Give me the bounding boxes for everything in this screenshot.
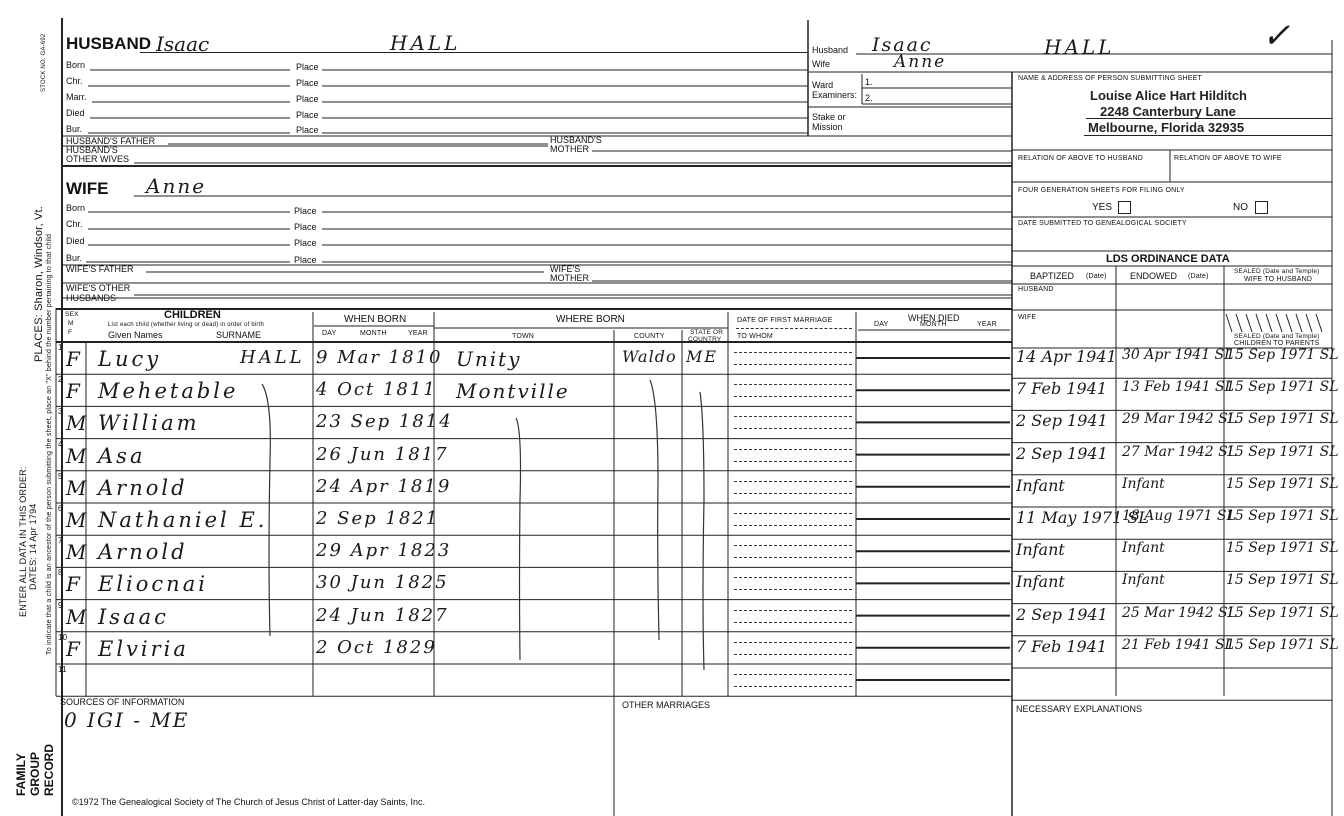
- child-baptized[interactable]: Infant: [1016, 572, 1065, 592]
- stock-number: STOCK NO. GA-692: [41, 33, 47, 92]
- child-number: 4: [58, 439, 63, 449]
- ward-label: Ward: [812, 80, 834, 90]
- yes-checkbox[interactable]: [1118, 201, 1131, 214]
- form-title-family: FAMILY: [14, 753, 28, 796]
- sealed-wife-label-1: SEALED (Date and Temple): [1234, 268, 1320, 275]
- child-sex[interactable]: M: [66, 540, 87, 565]
- child-baptized[interactable]: Infant: [1016, 540, 1065, 560]
- child-birth-date[interactable]: 29 Apr 1823: [316, 540, 452, 562]
- marriage-dash-line: [734, 449, 852, 450]
- husband-other-wives-label-1: HUSBAND'S: [66, 145, 118, 155]
- where-born-header: WHERE BORN: [556, 314, 625, 325]
- died-year-header: YEAR: [977, 321, 997, 328]
- marriage-dash-line: [734, 428, 852, 429]
- child-sealed[interactable]: 15 Sep 1971 SL: [1226, 604, 1339, 621]
- no-checkbox[interactable]: [1255, 201, 1268, 214]
- check-mark: ✓: [1262, 16, 1291, 56]
- when-born-header: WHEN BORN: [344, 314, 407, 325]
- child-endowed[interactable]: 27 Mar 1942 SL: [1122, 443, 1238, 460]
- child-endowed[interactable]: 25 Mar 1942 SL: [1122, 604, 1238, 621]
- wife-chr-label: Chr.: [66, 219, 83, 229]
- marriage-dash-line: [734, 481, 852, 482]
- child-number: 6: [58, 504, 63, 513]
- child-birth-date[interactable]: 24 Apr 1819: [316, 475, 452, 497]
- sources-value[interactable]: 0 IGI - ME: [64, 708, 190, 732]
- child-sex[interactable]: F: [66, 379, 80, 404]
- child-given-name[interactable]: Nathaniel E.: [98, 508, 268, 532]
- wife-mother-label-1: WIFE'S: [550, 264, 581, 274]
- child-sealed[interactable]: 15 Sep 1971 SL: [1226, 475, 1339, 492]
- born-day-header: DAY: [322, 330, 337, 337]
- born-year-header: YEAR: [408, 330, 428, 337]
- child-endowed[interactable]: 18 Aug 1971 SL: [1122, 508, 1236, 524]
- ward-wife-given[interactable]: Anne: [894, 52, 947, 72]
- child-birth-date[interactable]: 23 Sep 1814: [316, 411, 453, 433]
- wife-died-label: Died: [66, 236, 85, 246]
- child-baptized[interactable]: 14 Apr 1941: [1016, 347, 1117, 366]
- ward-husband-surname[interactable]: HALL: [1044, 35, 1115, 59]
- marriage-dash-line: [734, 352, 852, 353]
- husband-given-name[interactable]: Isaac: [156, 32, 210, 56]
- husband-heading: HUSBAND: [66, 34, 151, 53]
- child-given-name[interactable]: Arnold: [98, 475, 188, 500]
- ward-wife-label: Wife: [812, 59, 830, 69]
- husband-mother-label-1: HUSBAND'S: [550, 135, 602, 145]
- husband-father-label: HUSBAND'S FATHER: [66, 136, 156, 146]
- ward-husband-label: Husband: [812, 45, 849, 55]
- husband-bur-label: Bur.: [66, 124, 83, 134]
- no-label: NO: [1233, 202, 1248, 213]
- child-birth-date[interactable]: 30 Jun 1825: [316, 572, 449, 594]
- marriage-dash-line: [734, 674, 852, 675]
- sex-f-header: F: [68, 329, 73, 336]
- child-birth-date[interactable]: 4 Oct 1811: [316, 379, 437, 401]
- died-day-header: DAY: [874, 321, 889, 328]
- husband-mother-label-2: MOTHER: [550, 144, 589, 154]
- child-given-name[interactable]: Lucy: [98, 347, 162, 371]
- child-sealed[interactable]: 15 Sep 1971 SL: [1226, 443, 1339, 460]
- wife-other-husbands-label-1: WIFE'S OTHER: [66, 283, 131, 293]
- child-endowed[interactable]: 21 Feb 1941 SL: [1122, 636, 1234, 653]
- child-surname[interactable]: HALL: [240, 347, 305, 368]
- wife-died-place-label: Place: [294, 238, 317, 248]
- child-number: 1: [58, 343, 63, 352]
- child-given-name[interactable]: Eliocnai: [98, 572, 208, 597]
- places-label: PLACES: Sharon, Windsor, Vt.: [33, 205, 45, 362]
- date-submitted-label: DATE SUBMITTED TO GENEALOGICAL SOCIETY: [1018, 220, 1187, 227]
- marriage-dash-line: [734, 396, 852, 397]
- child-sex[interactable]: M: [66, 604, 87, 629]
- child-endowed[interactable]: 30 Apr 1941 SL: [1122, 347, 1234, 363]
- marriage-dash-line: [734, 642, 852, 643]
- child-given-name[interactable]: Asa: [98, 443, 146, 468]
- stake-label: Stake or: [812, 112, 846, 122]
- child-baptized[interactable]: 11 May 1971 SL: [1016, 508, 1149, 527]
- endowed-label: ENDOWED: [1130, 271, 1177, 281]
- given-names-header: Given Names: [108, 330, 163, 340]
- child-sex[interactable]: M: [66, 508, 87, 532]
- child-given-name[interactable]: Isaac: [98, 604, 169, 629]
- county-header: COUNTY: [634, 333, 665, 340]
- form-title-record: RECORD: [42, 743, 56, 796]
- sealed-children-label-1: SEALED (Date and Temple): [1234, 333, 1320, 340]
- child-birth-date[interactable]: 24 Jun 1827: [316, 604, 449, 626]
- marriage-dash-line: [734, 493, 852, 494]
- wife-other-husbands-label-2: HUSBANDS: [66, 293, 117, 303]
- child-number: 2: [58, 375, 63, 385]
- lds-title: LDS ORDINANCE DATA: [1106, 253, 1230, 265]
- baptized-label: BAPTIZED: [1030, 271, 1075, 281]
- child-sex[interactable]: M: [66, 475, 87, 500]
- lds-husband-label: HUSBAND: [1018, 286, 1054, 293]
- children-header: CHILDREN: [164, 309, 221, 321]
- husband-marr-label: Marr.: [66, 92, 87, 102]
- dates-label: DATES: 14 Apr 1794: [28, 503, 38, 590]
- baptized-date-label: (Date): [1086, 273, 1107, 280]
- child-birth-date[interactable]: 2 Oct 1829: [316, 636, 437, 658]
- wife-bur-label: Bur.: [66, 253, 83, 263]
- sources-label: SOURCES OF INFORMATION: [60, 697, 185, 707]
- child-birth-state[interactable]: ME: [686, 347, 719, 366]
- marriage-dash-line: [734, 577, 852, 578]
- lds-wife-label: WIFE: [1018, 314, 1037, 321]
- husband-marr-place-label: Place: [296, 94, 319, 104]
- submitter-city[interactable]: Melbourne, Florida 32935: [1088, 120, 1245, 135]
- submitter-name[interactable]: Louise Alice Hart Hilditch: [1090, 88, 1247, 103]
- child-number: 9: [58, 600, 63, 610]
- child-birth-town[interactable]: Montville: [456, 379, 570, 404]
- sex-m-header: M: [68, 320, 74, 327]
- sex-header: SEX: [65, 311, 79, 318]
- marriage-dash-line: [734, 589, 852, 590]
- copyright: ©1972 The Genealogical Society of The Church of Jesus Christ of Latter-day Saints, Inc.: [72, 797, 425, 807]
- husband-other-wives-label-2: OTHER WIVES: [66, 154, 130, 164]
- born-month-header: MONTH: [360, 330, 387, 337]
- examiner-1: 1.: [865, 77, 873, 87]
- state-header-1: STATE OR: [690, 329, 724, 336]
- children-instructions: List each child (whether living or dead) in order of birth: [108, 322, 265, 328]
- child-sex[interactable]: F: [66, 347, 80, 371]
- other-marriages-label: OTHER MARRIAGES: [622, 700, 711, 710]
- child-sex[interactable]: M: [66, 411, 87, 436]
- submitter-label: NAME & ADDRESS OF PERSON SUBMITTING SHEET: [1018, 75, 1203, 82]
- child-number: 3: [58, 407, 63, 417]
- child-baptized[interactable]: 7 Feb 1941: [1016, 636, 1108, 656]
- child-number: 7: [58, 536, 63, 546]
- marriage-dash-line: [734, 654, 852, 655]
- to-whom-header: TO WHOM: [737, 333, 773, 340]
- examiners-label: Examiners:: [812, 90, 858, 100]
- child-number: 10: [58, 632, 68, 642]
- marriage-dash-line: [734, 513, 852, 514]
- marriage-dash-line: [734, 384, 852, 385]
- child-given-name[interactable]: Mehetable: [98, 379, 239, 404]
- husband-died-label: Died: [66, 108, 85, 118]
- child-sex[interactable]: F: [66, 572, 80, 597]
- submitter-street[interactable]: 2248 Canterbury Lane: [1100, 104, 1236, 119]
- child-sex[interactable]: F: [66, 636, 80, 661]
- child-sealed[interactable]: 15 Sep 1971 SL: [1226, 636, 1339, 653]
- child-birth-date[interactable]: 2 Sep 1821: [316, 508, 440, 529]
- child-birth-date[interactable]: 26 Jun 1817: [316, 443, 449, 465]
- husband-chr-label: Chr.: [66, 76, 83, 86]
- marriage-dash-line: [734, 461, 852, 462]
- child-baptized[interactable]: 2 Sep 1941: [1016, 443, 1108, 463]
- marriage-dash-line: [734, 525, 852, 526]
- child-endowed[interactable]: 13 Feb 1941 SL: [1122, 379, 1234, 396]
- four-generation-label: FOUR GENERATION SHEETS FOR FILING ONLY: [1018, 187, 1185, 194]
- child-sealed[interactable]: 15 Sep 1971 SL: [1226, 572, 1339, 589]
- child-baptized[interactable]: Infant: [1016, 475, 1065, 495]
- husband-chr-place-label: Place: [296, 78, 319, 88]
- husband-surname[interactable]: HALL: [390, 31, 461, 55]
- state-header-2: COUNTRY: [688, 336, 722, 343]
- child-birth-date[interactable]: 9 Mar 1810: [316, 347, 443, 368]
- child-birth-town[interactable]: Unity: [456, 347, 522, 371]
- relation-husband-label: RELATION OF ABOVE TO HUSBAND: [1018, 155, 1144, 162]
- wife-born-place-label: Place: [294, 206, 317, 216]
- child-sealed[interactable]: 15 Sep 1971 SL: [1226, 508, 1339, 524]
- marriage-dash-line: [734, 686, 852, 687]
- necessary-explanations-label: NECESSARY EXPLANATIONS: [1016, 704, 1143, 714]
- child-endowed[interactable]: Infant: [1122, 540, 1165, 557]
- when-died-header: WHEN DIED: [908, 313, 960, 323]
- child-endowed[interactable]: Infant: [1122, 475, 1165, 492]
- child-given-name[interactable]: Elviria: [98, 636, 189, 661]
- wife-heading: WIFE: [66, 179, 109, 198]
- child-endowed[interactable]: 29 Mar 1942 SL: [1122, 411, 1238, 428]
- child-number: 5: [58, 471, 63, 481]
- husband-born-place-label: Place: [296, 62, 319, 72]
- wife-given-name[interactable]: Anne: [146, 174, 207, 198]
- wife-bur-place-label: Place: [294, 255, 317, 265]
- died-month-header: MONTH: [920, 321, 947, 328]
- child-number: 8: [58, 568, 63, 578]
- husband-born-label: Born: [66, 60, 86, 70]
- yes-label: YES: [1092, 202, 1113, 213]
- child-endowed[interactable]: Infant: [1122, 572, 1165, 589]
- mission-label: Mission: [812, 122, 843, 132]
- child-sex[interactable]: M: [66, 443, 87, 468]
- child-given-name[interactable]: Arnold: [98, 540, 188, 565]
- sealed-children-label-2: CHILDREN TO PARENTS: [1234, 340, 1320, 347]
- relation-wife-label: RELATION OF ABOVE TO WIFE: [1174, 155, 1282, 162]
- surname-header: SURNAME: [216, 330, 262, 340]
- form-title-group: GROUP: [28, 751, 42, 796]
- wife-born-label: Born: [66, 203, 86, 213]
- wife-father-label: WIFE'S FATHER: [66, 264, 134, 274]
- child-given-name[interactable]: William: [98, 411, 200, 436]
- town-header: TOWN: [512, 333, 535, 340]
- wife-chr-place-label: Place: [294, 222, 317, 232]
- child-sealed[interactable]: 15 Sep 1971 SL: [1226, 540, 1339, 557]
- marriage-dash-line: [734, 545, 852, 546]
- child-baptized[interactable]: 2 Sep 1941: [1016, 411, 1108, 431]
- sealed-wife-label-2: WIFE TO HUSBAND: [1244, 276, 1313, 283]
- child-baptized[interactable]: 2 Sep 1941: [1016, 604, 1108, 624]
- marriage-dash-line: [734, 622, 852, 623]
- child-birth-county[interactable]: Waldo: [622, 347, 677, 366]
- husband-bur-place-label: Place: [296, 125, 319, 135]
- marriage-dash-line: [734, 557, 852, 558]
- child-baptized[interactable]: 7 Feb 1941: [1016, 379, 1108, 399]
- endowed-date-label: (Date): [1188, 273, 1209, 280]
- first-marriage-header: DATE OF FIRST MARRIAGE: [737, 317, 833, 324]
- enter-order-label: ENTER ALL DATA IN THIS ORDER:: [18, 466, 28, 617]
- child-sealed[interactable]: 15 Sep 1971 SL: [1226, 379, 1339, 396]
- ancestor-instruction: To indicate that a child is an ancestor of the person submitting the sheet, place an "X" behind the number pertaining to that child: [46, 233, 53, 655]
- marriage-dash-line: [734, 416, 852, 417]
- husband-died-place-label: Place: [296, 110, 319, 120]
- ward-husband-given[interactable]: Isaac: [872, 34, 933, 56]
- marriage-dash-line: [734, 610, 852, 611]
- child-sealed[interactable]: 15 Sep 1971 SL: [1226, 411, 1339, 428]
- marriage-dash-line: [734, 364, 852, 365]
- child-number: 11: [58, 665, 67, 674]
- child-sealed[interactable]: 15 Sep 1971 SL: [1226, 347, 1339, 363]
- wife-mother-label-2: MOTHER: [550, 273, 589, 283]
- examiner-2: 2.: [865, 93, 873, 103]
